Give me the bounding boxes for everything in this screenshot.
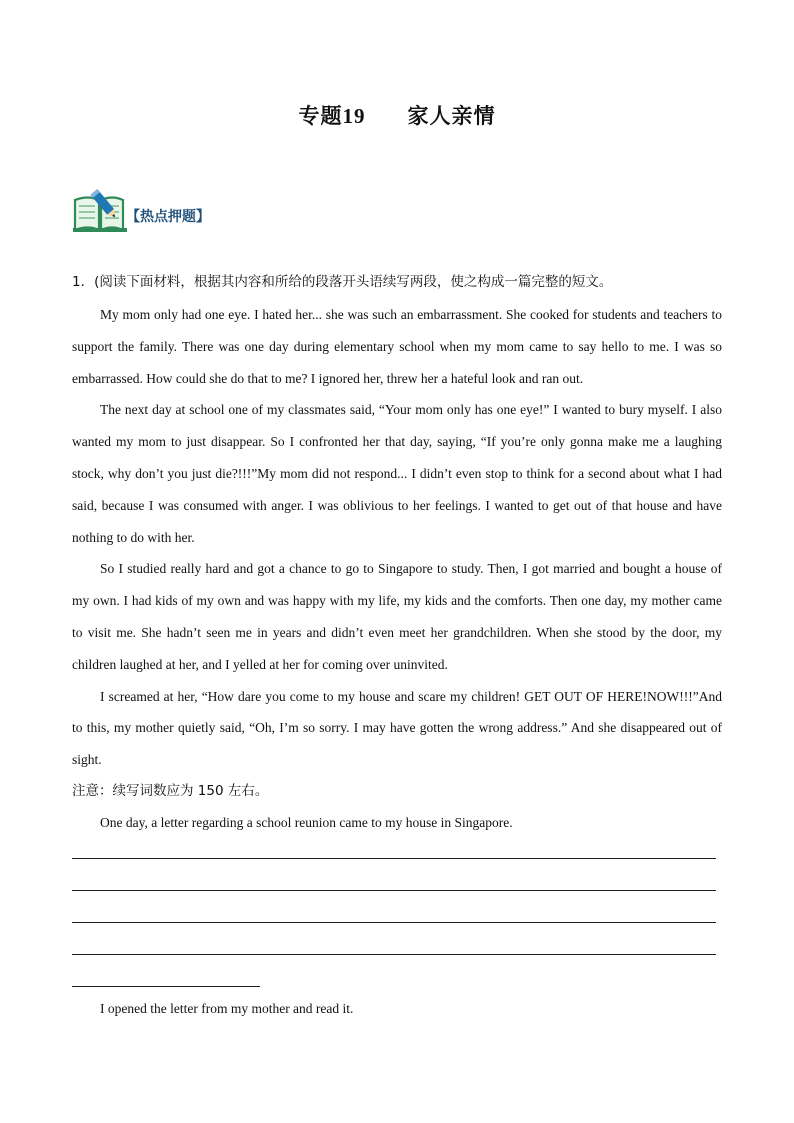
question-intro: 1．(阅读下面材料，根据其内容和所给的段落开头语续写两段，使之构成一篇完整的短文。	[72, 274, 613, 290]
book-pencil-icon	[72, 186, 128, 234]
passage-paragraph-3: So I studied really hard and got a chance to go to Singapore to study. Then, I got married and bought a house of my own. I had kids of my own and was happy with my life, my kids and the comforts. Then one day, my mother came to visit me. She hadn’t seen me in years and didn’t even meet her grandchildren. When she stood by the door, my children laughed at her, and I yelled at her for coming over uninvited.	[72, 561, 722, 672]
answer-line	[72, 922, 716, 923]
paragraph-starter-2: I opened the letter from my mother and read it.	[100, 1001, 354, 1016]
answer-line	[72, 858, 716, 859]
passage-paragraph-4: I screamed at her, “How dare you come to my house and scare my children! GET OUT OF HERE!NOW!!!”And to this, my mother quietly said, “Oh, I’m so sorry. I may have gotten the wrong address.” And she disappeared out of sight.	[72, 688, 722, 768]
paragraph-starter-1: One day, a letter regarding a school reunion came to my house in Singapore.	[100, 814, 513, 830]
title-prefix: 专题	[298, 104, 343, 128]
answer-line	[72, 890, 716, 891]
word-count-note: 注意：续写词数应为 150 左右。	[72, 782, 269, 799]
page-title	[0, 100, 794, 130]
answer-line	[72, 954, 716, 955]
question-body	[72, 270, 722, 839]
title-number: 19	[342, 104, 366, 128]
answer-line	[72, 986, 260, 987]
passage-paragraph-2: The next day at school one of my classmates said, “Your mom only has one eye!” I wanted to bury myself. I also wanted my mom to just disappear. So I confronted her that day, saying, “If you’re only gonna make me a laughing stock, why don’t you just die?!!!”My mom did not respond... I didn’t even stop to think for a second about what I had said, because I was consumed with anger. I was oblivious to her feelings. I wanted to get out of that house and have nothing to do with her.	[72, 402, 722, 545]
title-topic: 家人亲情	[407, 104, 496, 128]
section-label: 【热点押题】	[126, 209, 210, 225]
passage-paragraph-1: My mom only had one eye. I hated her... she was such an embarrassment. She cooked for students and teachers to support the family. There was one day during elementary school when my mom came to say hello to me. I was so embarrassed. How could she do that to me? I ignored her, threw her a hateful look and ran out.	[72, 307, 722, 386]
